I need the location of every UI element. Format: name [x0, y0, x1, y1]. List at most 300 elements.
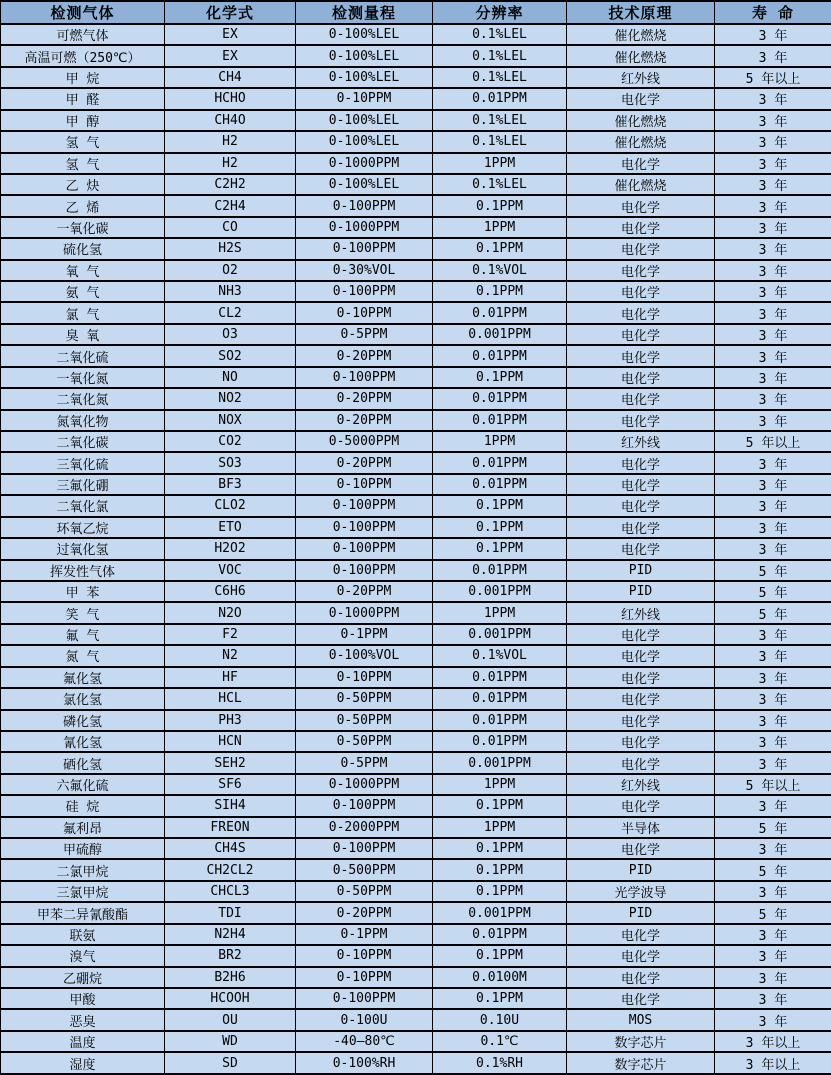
header-formula: 化学式: [165, 1, 296, 24]
cell-range: 0-100%LEL: [296, 45, 433, 66]
cell-principle: 电化学: [567, 88, 715, 109]
table-row: [1, 153, 831, 174]
cell-principle: 电化学: [567, 281, 715, 302]
cell-principle: 电化学: [567, 495, 715, 516]
cell-range: 0-1000PPM: [296, 153, 433, 174]
cell-lifespan: 3 年以上: [715, 1052, 831, 1074]
cell-range: -40—80℃: [296, 1031, 433, 1052]
cell-formula: O3: [165, 324, 296, 345]
cell-formula: OU: [165, 1009, 296, 1030]
cell-resolution: 0.1PPM: [433, 281, 567, 302]
cell-principle: 红外线: [567, 774, 715, 795]
cell-formula: N2O: [165, 602, 296, 623]
table-row: [1, 688, 831, 709]
table-row: [1, 88, 831, 109]
cell-gas: 二氧化碳: [1, 431, 165, 452]
cell-lifespan: 3 年: [715, 710, 831, 731]
cell-principle: 催化燃烧: [567, 24, 715, 45]
cell-principle: 电化学: [567, 538, 715, 559]
cell-gas: 过氧化氢: [1, 538, 165, 559]
cell-formula: SO2: [165, 345, 296, 366]
cell-lifespan: 3 年: [715, 195, 831, 216]
cell-lifespan: 3 年: [715, 153, 831, 174]
cell-principle: 电化学: [567, 238, 715, 259]
cell-gas: 氯化氢: [1, 688, 165, 709]
cell-formula: B2H6: [165, 967, 296, 988]
cell-formula: FREON: [165, 817, 296, 838]
table-row: [1, 195, 831, 216]
cell-formula: SIH4: [165, 795, 296, 816]
cell-range: 0-100PPM: [296, 988, 433, 1009]
cell-gas: 氮 气: [1, 645, 165, 666]
cell-gas: 温度: [1, 1031, 165, 1052]
cell-lifespan: 5 年: [715, 817, 831, 838]
cell-principle: 电化学: [567, 645, 715, 666]
cell-formula: PH3: [165, 710, 296, 731]
cell-formula: SD: [165, 1052, 296, 1074]
cell-gas: 六氟化硫: [1, 774, 165, 795]
cell-resolution: 1PPM: [433, 217, 567, 238]
cell-gas: 磷化氢: [1, 710, 165, 731]
table-row: [1, 174, 831, 195]
cell-principle: 催化燃烧: [567, 45, 715, 66]
cell-range: 0-20PPM: [296, 902, 433, 923]
cell-range: 0-30%VOL: [296, 260, 433, 281]
cell-principle: PID: [567, 859, 715, 880]
cell-range: 0-100PPM: [296, 495, 433, 516]
cell-range: 0-100PPM: [296, 238, 433, 259]
table-row: [1, 345, 831, 366]
table-row: [1, 388, 831, 409]
cell-range: 0-100U: [296, 1009, 433, 1030]
table-row: [1, 217, 831, 238]
cell-resolution: 0.01PPM: [433, 302, 567, 323]
table-row: [1, 731, 831, 752]
cell-lifespan: 5 年: [715, 902, 831, 923]
cell-range: 0-100PPM: [296, 517, 433, 538]
cell-range: 0-20PPM: [296, 345, 433, 366]
table-row: [1, 602, 831, 623]
cell-lifespan: 3 年: [715, 110, 831, 131]
cell-lifespan: 3 年: [715, 838, 831, 859]
cell-formula: CO2: [165, 431, 296, 452]
cell-formula: H2O2: [165, 538, 296, 559]
cell-range: 0-100PPM: [296, 538, 433, 559]
cell-lifespan: 5 年以上: [715, 431, 831, 452]
cell-formula: HCN: [165, 731, 296, 752]
cell-formula: VOC: [165, 560, 296, 581]
cell-lifespan: 5 年: [715, 560, 831, 581]
cell-principle: PID: [567, 581, 715, 602]
table-row: [1, 1009, 831, 1030]
cell-gas: 氟利昂: [1, 817, 165, 838]
cell-range: 0-100PPM: [296, 795, 433, 816]
cell-formula: NH3: [165, 281, 296, 302]
cell-range: 0-10PPM: [296, 967, 433, 988]
cell-resolution: 0.01PPM: [433, 474, 567, 495]
cell-range: 0-5000PPM: [296, 431, 433, 452]
cell-formula: EX: [165, 45, 296, 66]
cell-lifespan: 3 年: [715, 452, 831, 473]
header-row: [1, 1, 831, 24]
cell-resolution: 0.1%LEL: [433, 110, 567, 131]
table-row: [1, 260, 831, 281]
cell-resolution: 0.1PPM: [433, 945, 567, 966]
cell-range: 0-50PPM: [296, 688, 433, 709]
cell-lifespan: 3 年: [715, 217, 831, 238]
cell-principle: 电化学: [567, 345, 715, 366]
cell-resolution: 0.1PPM: [433, 838, 567, 859]
cell-resolution: 0.1PPM: [433, 367, 567, 388]
cell-gas: 臭 氧: [1, 324, 165, 345]
table-row: [1, 495, 831, 516]
table-row: [1, 1031, 831, 1052]
cell-formula: HCHO: [165, 88, 296, 109]
cell-range: 0-10PPM: [296, 88, 433, 109]
cell-lifespan: 3 年: [715, 538, 831, 559]
table-row: [1, 967, 831, 988]
cell-resolution: 0.1%LEL: [433, 131, 567, 152]
table-row: [1, 902, 831, 923]
cell-range: 0-1PPM: [296, 924, 433, 945]
cell-gas: 甲 醛: [1, 88, 165, 109]
cell-principle: 数字芯片: [567, 1031, 715, 1052]
cell-resolution: 0.10U: [433, 1009, 567, 1030]
cell-formula: SF6: [165, 774, 296, 795]
cell-resolution: 1PPM: [433, 153, 567, 174]
cell-resolution: 0.01PPM: [433, 710, 567, 731]
cell-lifespan: 3 年: [715, 624, 831, 645]
cell-lifespan: 3 年: [715, 131, 831, 152]
cell-lifespan: 3 年: [715, 367, 831, 388]
header-resolution: 分辨率: [433, 1, 567, 24]
cell-resolution: 0.001PPM: [433, 752, 567, 773]
cell-range: 0-100PPM: [296, 560, 433, 581]
cell-gas: 三氧化硫: [1, 452, 165, 473]
table-row: [1, 817, 831, 838]
cell-formula: N2H4: [165, 924, 296, 945]
table-row: [1, 431, 831, 452]
cell-gas: 挥发性气体: [1, 560, 165, 581]
cell-formula: BF3: [165, 474, 296, 495]
cell-resolution: 0.01PPM: [433, 345, 567, 366]
cell-gas: 二氧化氯: [1, 495, 165, 516]
cell-principle: 电化学: [567, 153, 715, 174]
cell-range: 0-20PPM: [296, 410, 433, 431]
cell-lifespan: 3 年: [715, 667, 831, 688]
table-row: [1, 988, 831, 1009]
cell-principle: 电化学: [567, 710, 715, 731]
cell-resolution: 0.01PPM: [433, 688, 567, 709]
cell-gas: 氟 气: [1, 624, 165, 645]
cell-lifespan: 3 年: [715, 495, 831, 516]
cell-principle: 红外线: [567, 431, 715, 452]
cell-lifespan: 3 年: [715, 388, 831, 409]
cell-formula: HF: [165, 667, 296, 688]
cell-gas: 一氧化碳: [1, 217, 165, 238]
cell-range: 0-20PPM: [296, 581, 433, 602]
cell-formula: HCL: [165, 688, 296, 709]
cell-principle: PID: [567, 902, 715, 923]
cell-gas: 甲酸: [1, 988, 165, 1009]
cell-principle: 电化学: [567, 302, 715, 323]
cell-principle: 电化学: [567, 517, 715, 538]
table-row: [1, 710, 831, 731]
cell-principle: 电化学: [567, 967, 715, 988]
cell-range: 0-100PPM: [296, 281, 433, 302]
cell-principle: 红外线: [567, 602, 715, 623]
cell-gas: 笑 气: [1, 602, 165, 623]
cell-lifespan: 3 年: [715, 988, 831, 1009]
cell-formula: ETO: [165, 517, 296, 538]
cell-resolution: 0.1%LEL: [433, 24, 567, 45]
cell-formula: F2: [165, 624, 296, 645]
table-row: [1, 281, 831, 302]
cell-resolution: 0.1%LEL: [433, 45, 567, 66]
cell-gas: 甲苯二异氰酸酯: [1, 902, 165, 923]
cell-principle: 电化学: [567, 838, 715, 859]
cell-principle: 电化学: [567, 624, 715, 645]
cell-lifespan: 3 年: [715, 645, 831, 666]
table-row: [1, 24, 831, 45]
table-row: [1, 538, 831, 559]
cell-gas: 硒化氢: [1, 752, 165, 773]
table-row: [1, 238, 831, 259]
cell-resolution: 0.1PPM: [433, 859, 567, 880]
table-row: [1, 774, 831, 795]
cell-principle: 催化燃烧: [567, 110, 715, 131]
cell-range: 0-5PPM: [296, 324, 433, 345]
cell-range: 0-20PPM: [296, 452, 433, 473]
cell-resolution: 0.01PPM: [433, 731, 567, 752]
table-row: [1, 517, 831, 538]
cell-principle: 电化学: [567, 667, 715, 688]
table-body: [1, 24, 831, 1074]
cell-lifespan: 3 年: [715, 24, 831, 45]
cell-principle: 催化燃烧: [567, 174, 715, 195]
cell-gas: 三氯甲烷: [1, 881, 165, 902]
cell-resolution: 0.01PPM: [433, 88, 567, 109]
cell-lifespan: 3 年: [715, 324, 831, 345]
cell-lifespan: 3 年: [715, 410, 831, 431]
cell-resolution: 0.1PPM: [433, 988, 567, 1009]
cell-gas: 氢 气: [1, 131, 165, 152]
cell-formula: H2S: [165, 238, 296, 259]
cell-formula: O2: [165, 260, 296, 281]
cell-lifespan: 3 年: [715, 260, 831, 281]
table-row: [1, 945, 831, 966]
cell-resolution: 0.001PPM: [433, 624, 567, 645]
cell-formula: CH2CL2: [165, 859, 296, 880]
cell-formula: BR2: [165, 945, 296, 966]
cell-principle: 电化学: [567, 367, 715, 388]
cell-gas: 二氧化氮: [1, 388, 165, 409]
cell-lifespan: 3 年: [715, 345, 831, 366]
table-row: [1, 452, 831, 473]
cell-gas: 氰化氢: [1, 731, 165, 752]
cell-lifespan: 5 年: [715, 859, 831, 880]
cell-principle: 数字芯片: [567, 1052, 715, 1074]
cell-principle: 电化学: [567, 688, 715, 709]
cell-gas: 高温可燃（250℃）: [1, 45, 165, 66]
cell-lifespan: 3 年: [715, 1009, 831, 1030]
cell-gas: 一氧化氮: [1, 367, 165, 388]
table-row: [1, 581, 831, 602]
cell-lifespan: 3 年以上: [715, 1031, 831, 1052]
cell-gas: 溴气: [1, 945, 165, 966]
cell-gas: 环氧乙烷: [1, 517, 165, 538]
table-row: [1, 859, 831, 880]
cell-principle: 电化学: [567, 752, 715, 773]
cell-gas: 乙 烯: [1, 195, 165, 216]
cell-principle: 电化学: [567, 410, 715, 431]
cell-lifespan: 3 年: [715, 517, 831, 538]
cell-range: 0-100%LEL: [296, 131, 433, 152]
cell-lifespan: 3 年: [715, 924, 831, 945]
cell-lifespan: 3 年: [715, 45, 831, 66]
cell-principle: 电化学: [567, 217, 715, 238]
table-row: [1, 302, 831, 323]
cell-formula: SO3: [165, 452, 296, 473]
cell-resolution: 0.1PPM: [433, 881, 567, 902]
cell-resolution: 0.1PPM: [433, 517, 567, 538]
cell-gas: 恶臭: [1, 1009, 165, 1030]
cell-lifespan: 5 年: [715, 581, 831, 602]
cell-formula: SEH2: [165, 752, 296, 773]
cell-range: 0-2000PPM: [296, 817, 433, 838]
cell-range: 0-500PPM: [296, 859, 433, 880]
cell-lifespan: 3 年: [715, 88, 831, 109]
cell-resolution: 0.01PPM: [433, 410, 567, 431]
cell-principle: 红外线: [567, 67, 715, 88]
cell-resolution: 0.1℃: [433, 1031, 567, 1052]
cell-resolution: 0.01PPM: [433, 667, 567, 688]
table-row: [1, 1052, 831, 1074]
table-row: [1, 624, 831, 645]
cell-lifespan: 3 年: [715, 731, 831, 752]
cell-resolution: 0.1PPM: [433, 495, 567, 516]
cell-principle: 半导体: [567, 817, 715, 838]
table-row: [1, 131, 831, 152]
cell-range: 0-100%LEL: [296, 67, 433, 88]
cell-resolution: 0.1PPM: [433, 195, 567, 216]
cell-gas: 甲 醇: [1, 110, 165, 131]
cell-range: 0-50PPM: [296, 710, 433, 731]
cell-formula: EX: [165, 24, 296, 45]
cell-formula: TDI: [165, 902, 296, 923]
table-row: [1, 645, 831, 666]
table-row: [1, 795, 831, 816]
table-header: [1, 1, 831, 24]
cell-resolution: 0.001PPM: [433, 324, 567, 345]
cell-range: 0-10PPM: [296, 302, 433, 323]
cell-principle: 电化学: [567, 795, 715, 816]
cell-lifespan: 3 年: [715, 688, 831, 709]
cell-gas: 湿度: [1, 1052, 165, 1074]
cell-resolution: 0.1%LEL: [433, 67, 567, 88]
cell-principle: 电化学: [567, 195, 715, 216]
table-row: [1, 45, 831, 66]
cell-lifespan: 3 年: [715, 795, 831, 816]
cell-resolution: 0.1PPM: [433, 795, 567, 816]
table-row: [1, 474, 831, 495]
cell-lifespan: 5 年: [715, 602, 831, 623]
cell-range: 0-20PPM: [296, 388, 433, 409]
cell-range: 0-100%LEL: [296, 24, 433, 45]
cell-resolution: 0.1PPM: [433, 238, 567, 259]
table-row: [1, 67, 831, 88]
cell-principle: 电化学: [567, 452, 715, 473]
cell-gas: 氧 气: [1, 260, 165, 281]
cell-range: 0-1PPM: [296, 624, 433, 645]
cell-lifespan: 3 年: [715, 752, 831, 773]
cell-gas: 硅 烷: [1, 795, 165, 816]
table-row: [1, 838, 831, 859]
table-row: [1, 367, 831, 388]
cell-lifespan: 5 年以上: [715, 67, 831, 88]
cell-resolution: 1PPM: [433, 602, 567, 623]
cell-lifespan: 3 年: [715, 281, 831, 302]
cell-lifespan: 3 年: [715, 945, 831, 966]
cell-formula: NO: [165, 367, 296, 388]
table-row: [1, 752, 831, 773]
header-range: 检测量程: [296, 1, 433, 24]
cell-lifespan: 3 年: [715, 174, 831, 195]
table-row: [1, 410, 831, 431]
cell-gas: 二氯甲烷: [1, 859, 165, 880]
cell-resolution: 0.01PPM: [433, 388, 567, 409]
cell-range: 0-5PPM: [296, 752, 433, 773]
cell-range: 0-100PPM: [296, 838, 433, 859]
cell-formula: WD: [165, 1031, 296, 1052]
cell-formula: CLO2: [165, 495, 296, 516]
cell-formula: C2H4: [165, 195, 296, 216]
cell-lifespan: 3 年: [715, 302, 831, 323]
cell-resolution: 0.01PPM: [433, 452, 567, 473]
cell-range: 0-100%LEL: [296, 174, 433, 195]
cell-gas: 甲 苯: [1, 581, 165, 602]
cell-principle: 电化学: [567, 988, 715, 1009]
cell-formula: CH4O: [165, 110, 296, 131]
cell-principle: 光学波导: [567, 881, 715, 902]
header-lifespan: 寿 命: [715, 1, 831, 24]
cell-lifespan: 3 年: [715, 881, 831, 902]
cell-resolution: 0.001PPM: [433, 902, 567, 923]
cell-range: 0-100PPM: [296, 367, 433, 388]
cell-gas: 甲 烷: [1, 67, 165, 88]
cell-gas: 三氟化硼: [1, 474, 165, 495]
cell-resolution: 1PPM: [433, 774, 567, 795]
cell-gas: 氮氧化物: [1, 410, 165, 431]
cell-formula: H2: [165, 131, 296, 152]
table-row: [1, 667, 831, 688]
cell-principle: 电化学: [567, 388, 715, 409]
cell-range: 0-1000PPM: [296, 217, 433, 238]
cell-resolution: 0.1%VOL: [433, 260, 567, 281]
cell-formula: NO2: [165, 388, 296, 409]
cell-range: 0-50PPM: [296, 731, 433, 752]
cell-formula: NOX: [165, 410, 296, 431]
cell-formula: N2: [165, 645, 296, 666]
cell-formula: CH4S: [165, 838, 296, 859]
cell-formula: C6H6: [165, 581, 296, 602]
cell-range: 0-1000PPM: [296, 774, 433, 795]
cell-lifespan: 5 年以上: [715, 774, 831, 795]
cell-resolution: 1PPM: [433, 817, 567, 838]
cell-formula: C2H2: [165, 174, 296, 195]
cell-resolution: 0.1%LEL: [433, 174, 567, 195]
cell-resolution: 0.0100M: [433, 967, 567, 988]
